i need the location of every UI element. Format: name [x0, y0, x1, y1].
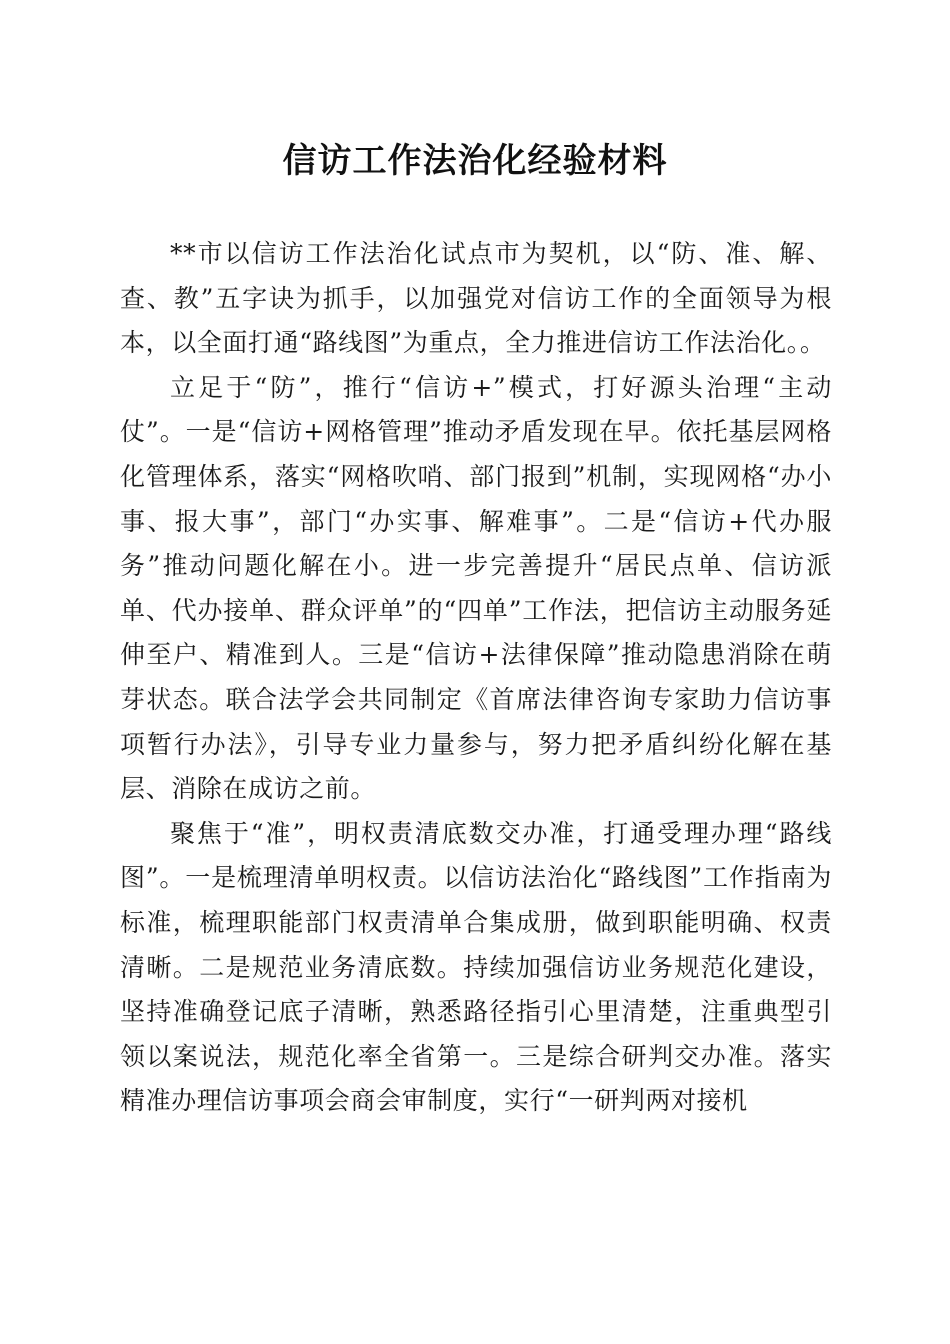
document-title: 信访工作法治化经验材料 [282, 141, 668, 181]
paragraph-accuracy: 聚焦于“准”，明权责清底数交办准，打通受理办理“路线图”。一是梳理清单明权责。以信访法治化“路线图”工作指南为标准，梳理职能部门权责清单合集成册，做到职能明确、权责清晰。二是规范业务清底数。持续加强信访业务规范化建设，坚持准确登记底子清晰，熟悉路径指引心里清楚，注重典型引领以案说法，规范化率全省第一。三是综合研判交办准。落实精准办理信访事项会商会审制度，实行“一研判两对接机 [120, 818, 832, 1116]
paragraph-prevention: 立足于“防”，推行“信访+”模式，打好源头治理“主动仗”。一是“信访+网格管理”推动矛盾发现在早。依托基层网格化管理体系，落实“网格吹哨、部门报到”机制，实现网格“办小事、报大事”，部门“办实事、解难事”。二是“信访+代办服务”推动问题化解在小。进一步完善提升“居民点单、信访派单、代办接单、群众评单”的“四单”工作法，把信访主动服务延伸至户、精准到人。三是“信访+法律保障”推动隐患消除在萌芽状态。联合法学会共同制定《首席法律咨询专家助力信访事项暂行办法》，引导专业力量参与，努力把矛盾纠纷化解在基层、消除在成访之前。 [120, 372, 832, 804]
paragraph-intro: **市以信访工作法治化试点市为契机，以“防、准、解、查、教”五字诀为抓手，以加强党对信访工作的全面领导为根本，以全面打通“路线图”为重点，全力推进信访工作法治化。。 [120, 239, 832, 358]
document-body [120, 232, 832, 1124]
